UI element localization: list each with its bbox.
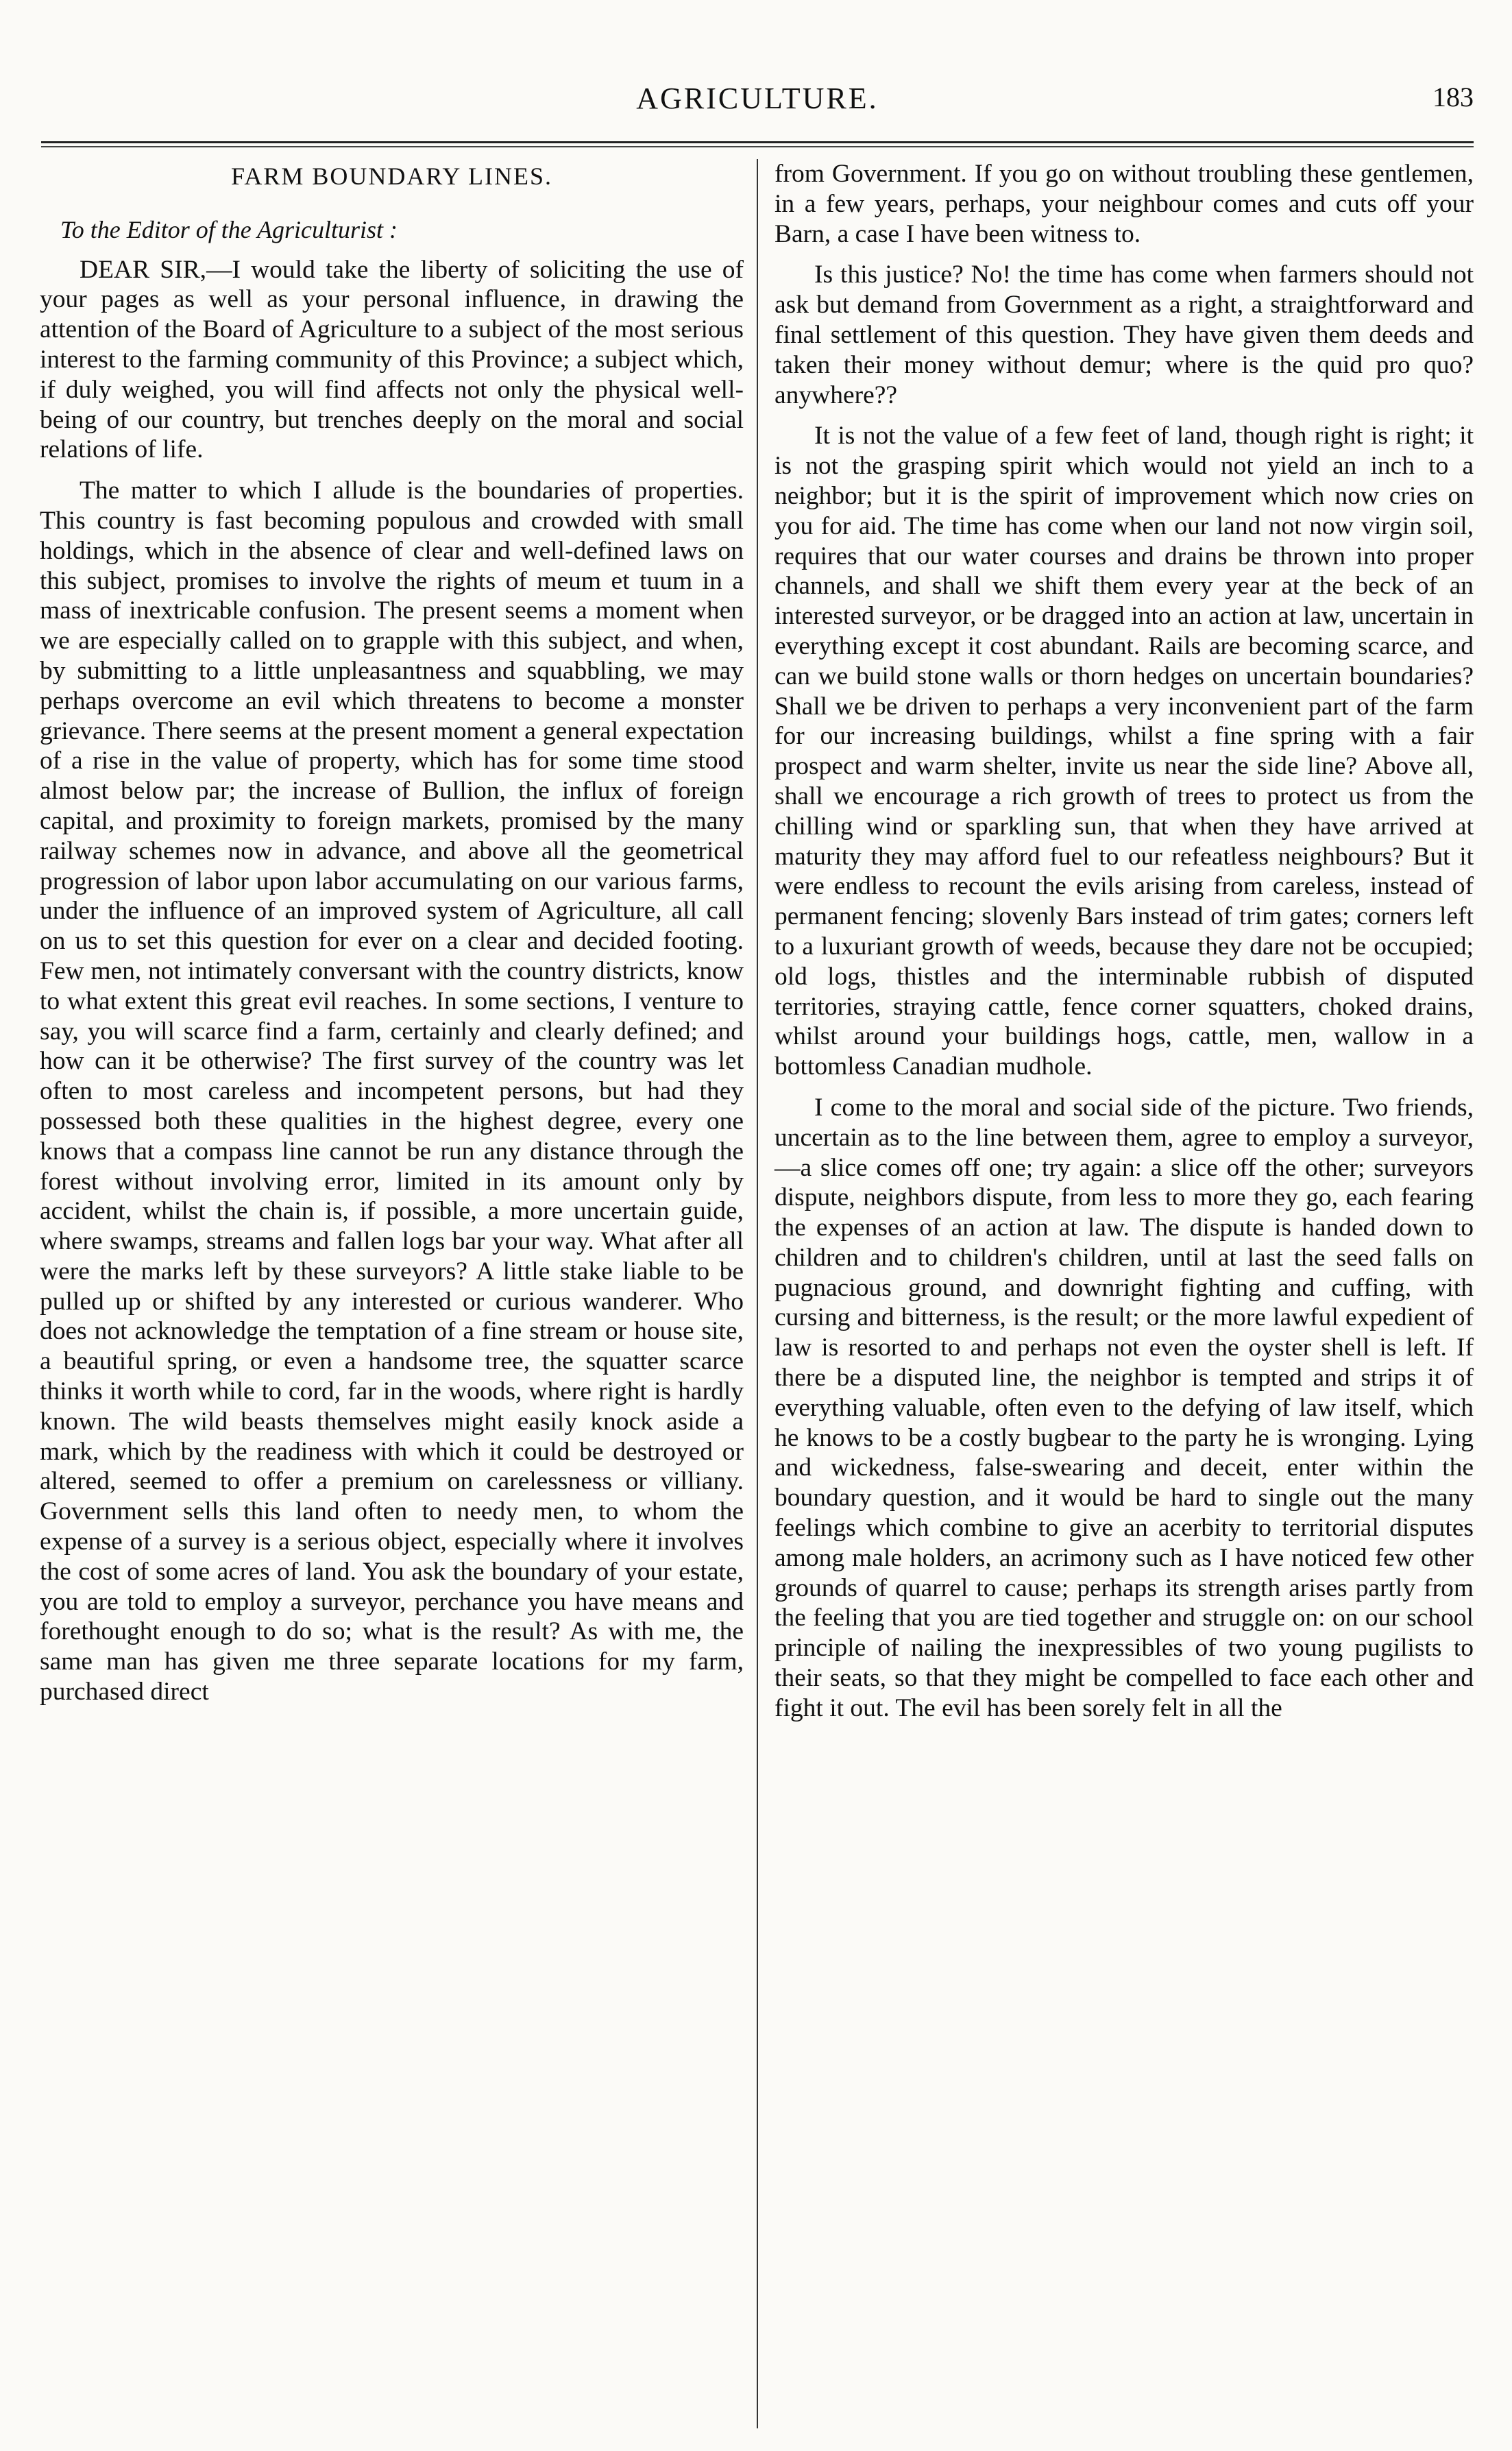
paragraph: It is not the value of a few feet of land, though right is right; it is not the grasping spirit which would not yield an inch to a neighbor; but it is the spirit of improvement which now cries on you for aid. The time has come when our land not now virgin soil, requires that our water courses and drains be thrown into proper channels, and shall we shift them every year at the beck of an interested surveyor, or be dragged into an action at law, uncertain in everything except it cost abundant. Rails are becoming scarce, and can we build stone walls or thorn hedges on uncertain boundaries? Shall we be driven to perhaps a very inconvenient part of the farm for our increasing buildings, whilst a fine spring with a fair prospect and warm shelter, invite us near the side line? Above all, shall we encourage a rich growth of trees to protect us from the chilling wind or sparkling sun, that when they have arrived at maturity they may afford fuel to our refeatless neighbours? But it were endless to recount the evils arising from careless, instead of permanent fencing; slovenly Bars instead of trim gates; corners left to a luxuriant growth of weeds, because they dare not be occupied; old logs, thistles and the interminable rubbish of disputed territories, straying cattle, fence corner squatters, choked drains, whilst around your buildings hogs, cattle, men, wallow in a bottomless Canadian mudhole. [775,422,1474,1081]
paragraph: DEAR SIR,—I would take the liberty of soliciting the use of your pages as well as your personal influence, in drawing the attention of the Board of Agriculture to a subject of the most serious interest to the farming community of this Province; a subject which, if duly weighed, you will find affects not only the physical well-being of our country, but trenches deeply on the moral and social relations of life. [40,255,744,464]
left-column [40,159,744,1707]
running-head [41,81,1474,129]
page-number: 183 [1432,82,1474,112]
column-divider [757,159,758,2428]
paragraph: The matter to which I allude is the boundaries of properties. This country is fast becoming populous and crowded with small holdings, which in the absence of clear and well-defined laws on this subject, promises to involve the rights of meum et tuum in a mass of inextricable confusion. The present seems a moment when we are especially called on to grapple with this subject, and when, by submitting to a little unpleasantness and squabbling, we may perhaps overcome an evil which threatens to become a monster grievance. There seems at the present moment a general expectation of a rise in the value of property, which has for some time stood almost below par; the increase of Bullion, the influx of foreign capital, and proximity to foreign markets, promised by the many railway schemes now in advance, and above all the geometrical progression of labor upon labor accumulating on our various farms, under the influence of an improved system of Agriculture, all call on us to set this question for ever on a clear and decided footing. Few men, not intimately conversant with the country districts, know to what extent this great evil reaches. In some sections, I venture to say, you will scarce find a farm, certainly and clearly defined; and how can it be otherwise? The first survey of the country was let often to most careless and incompetent persons, but had they possessed both these qualities in the highest degree, every one knows that a compass line cannot be run any distance through the forest without involving error, limited in its amount only by accident, whilst the chain is, if possible, a more uncertain guide, where swamps, streams and fallen logs bar your way. What after all were the marks left by these surveyors? A little stake liable to be pulled up or shifted by any interested or curious wanderer. Who does not acknowledge the temptation of a fine stream or house site, a beautiful spring, or even a handsome tree, the squatter scarce thinks it worth while to cord, far in the woods, where right is hardly known. The wild beasts themselves might easily knock aside a mark, which by the readiness with which it could be destroyed or altered, seemed to offer a premium on carelessness or villiany. Government sells this land often to needy men, to whom the expense of a survey is a serious object, especially where it involves the cost of some acres of land. You ask the boundary of your estate, you are told to employ a surveyor, perchance you have means and forethought enough to do so; what is the result? As with me, the same man has given me three separate locations for my farm, purchased direct [40,476,744,1706]
right-column [775,159,1474,1724]
running-title: AGRICULTURE. [636,82,879,115]
header-rule [41,141,1474,147]
paragraph: from Government. If you go on without troubling these gentlemen, in a few years, perhaps, your neighbour comes and cuts off your Barn, a case I have been witness to. [775,160,1474,248]
article-title: FARM BOUNDARY LINES. [230,162,553,190]
salutation: To the Editor of the Agriculturist : [60,215,398,243]
paragraph: I come to the moral and social side of the picture. Two friends, uncertain as to the line between them, agree to employ a surveyor,—a slice comes off one; try again: a slice off the other; surveyors dispute, neighbors dispute, from less to more they go, each fearing the expenses of an action at law. The dispute is handed down to children and to children's children, until at last the seed falls on pugnacious ground, and downright fighting and cuffing, with cursing and bitterness, is the result; or the more lawful expedient of law is resorted to and perhaps not even the oyster shell is left. If there be a disputed line, the neighbor is tempted and strips it of everything valuable, often even to the defying of law itself, which he knows to be a costly bugbear to the party he is wronging. Lying and wickedness, false-swearing and deceit, enter within the boundary question, and it would be hard to single out the many feelings which combine to give an acerbity to territorial disputes among male holders, an acrimony such as I have noticed few other grounds of quarrel to cause; perhaps its strength arises partly from the feeling that you are tied together and struggle on: on our school principle of nailing the inexpressibles of two young pugilists to their seats, so that they might be compelled to face each other and fight it out. The evil has been sorely felt in all the [775,1093,1474,1722]
paragraph: Is this justice? No! the time has come when farmers should not ask but demand from Government as a right, a straightforward and final settlement of this question. They have given them deeds and taken their money without demur; where is the quid pro quo? anywhere?? [775,261,1474,409]
